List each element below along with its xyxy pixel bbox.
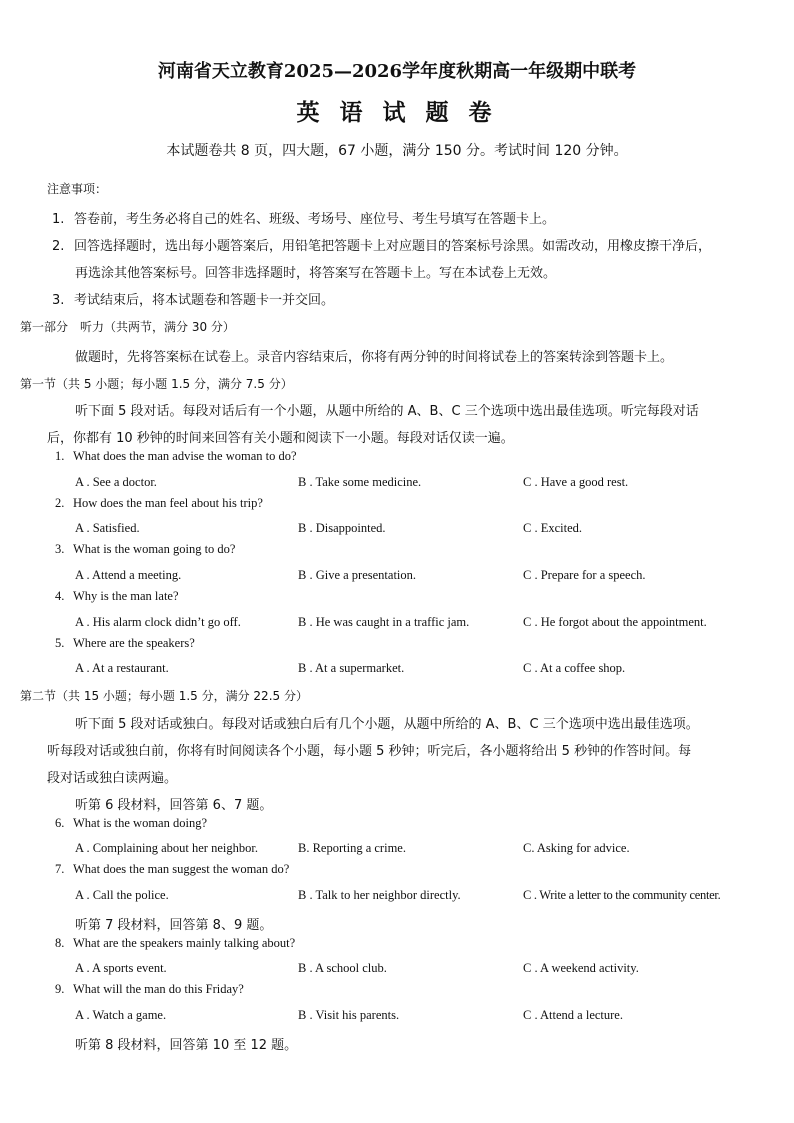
q6-option-c: C. Asking for advice. [523,841,630,855]
question-number: 8. [55,936,65,950]
note-text: 考试结束后，将本试题卷和答题卡一并交回。 [74,293,335,308]
q1-option-a: A . See a doctor. [75,475,157,489]
question-text: How does the man feel about his trip? [73,496,263,510]
question-number: 5. [55,636,65,650]
question-text: What is the woman doing? [73,816,207,830]
question-text: Why is the man late? [73,589,179,603]
material-7-prompt: 听第 7 段材料，回答第 8、9 题。 [75,918,273,933]
q2-option-a: A . Satisfied. [75,521,140,535]
q8-option-a: A . A sports event. [75,961,167,975]
note-item-3 [52,289,334,308]
question-number: 7. [55,862,65,876]
q1-option-b: B . Take some medicine. [298,475,422,489]
section1-heading: 第一节（共 5 小题；每小题 1.5 分，满分 7.5 分） [20,377,293,391]
question-text: Where are the speakers? [73,636,195,650]
question-text: What are the speakers mainly talking about? [73,936,296,950]
question-7 [55,862,289,877]
question-5 [55,636,195,651]
q2-option-c: C . Excited. [523,521,583,535]
question-text: What is the woman going to do? [73,542,236,556]
q3-option-c: C . Prepare for a speech. [523,568,646,582]
q5-option-b: B . At a supermarket. [298,661,405,675]
note-item-1 [52,208,555,227]
q4-option-a: A . His alarm clock didn’t go off. [75,615,241,629]
q3-option-b: B . Give a presentation. [298,568,417,582]
question-number: 1. [55,449,65,463]
notes-heading: 注意事项： [47,182,108,196]
note-number: 1. [52,212,65,227]
material-8-prompt: 听第 8 段材料，回答第 10 至 12 题。 [75,1038,298,1053]
question-number: 2. [55,496,65,510]
question-8 [55,936,295,951]
q4-option-c: C . He forgot about the appointment. [523,615,707,629]
question-number: 3. [55,542,65,556]
q7-option-c: C . Write a letter to the community center. [523,888,721,902]
note-item-2 [52,235,711,254]
q1-option-c: C . Have a good rest. [523,475,629,489]
part1-heading: 第一部分 听力（共两节，满分 30 分） [20,320,235,334]
q9-option-a: A . Watch a game. [75,1008,167,1022]
section2-heading: 第二节（共 15 小题；每小题 1.5 分，满分 22.5 分） [20,689,308,703]
question-4 [55,589,179,604]
q4-option-b: B . He was caught in a traffic jam. [298,615,470,629]
part1-instruction: 做题时，先将答案标在试卷上。录音内容结束后，你将有两分钟的时间将试卷上的答案转涂到答题卡上。 [75,350,674,365]
exam-info: 本试题卷共 8 页，四大题，67 小题，满分 150 分。考试时间 120 分钟。 [166,143,628,159]
section1-instruction-line2: 后，你都有 10 秒钟的时间来回答有关小题和阅读下一小题。每段对话仅读一遍。 [47,431,514,446]
section2-instruction-line1: 听下面 5 段对话或独白。每段对话或独白后有几个小题，从题中所给的 A、B、C 三个选项中选出最佳选项。 [75,717,699,732]
q5-option-a: A . At a restaurant. [75,661,169,675]
material-6-prompt: 听第 6 段材料，回答第 6、7 题。 [75,798,273,813]
note-text: 回答选择题时，选出每小题答案后，用铅笔把答题卡上对应题目的答案标号涂黑。如需改动，用橡皮擦干净后， [74,239,712,254]
q6-option-b: B. Reporting a crime. [298,841,406,855]
question-6 [55,816,207,831]
note-item-2-continued: 再选涂其他答案标号。回答非选择题时，将答案写在答题卡上。写在本试卷上无效。 [75,266,557,281]
note-number: 3. [52,293,65,308]
q5-option-c: C . At a coffee shop. [523,661,626,675]
q6-option-a: A . Complaining about her neighbor. [75,841,258,855]
note-number: 2. [52,239,65,254]
question-number: 4. [55,589,65,603]
section1-instruction-line1: 听下面 5 段对话。每段对话后有一个小题，从题中所给的 A、B、C 三个选项中选出最佳选项。听完每段对话 [75,404,699,419]
q7-option-b: B . Talk to her neighbor directly. [298,888,461,902]
question-1 [55,449,297,464]
section2-instruction-line3: 段对话或独白读两遍。 [47,771,178,786]
question-number: 9. [55,982,65,996]
q7-option-a: A . Call the police. [75,888,169,902]
exam-subtitle: 英 语 试 题 卷 [296,99,498,126]
q8-option-c: C . A weekend activity. [523,961,639,975]
note-text: 答卷前，考生务必将自己的姓名、班级、考场号、座位号、考生号填写在答题卡上。 [74,212,556,227]
q2-option-b: B . Disappointed. [298,521,386,535]
q9-option-c: C . Attend a lecture. [523,1008,623,1022]
question-number: 6. [55,816,65,830]
q8-option-b: B . A school club. [298,961,387,975]
question-9 [55,982,244,997]
exam-title: 河南省天立教育2025—2026学年度秋期高一年级期中联考 [157,61,637,82]
section2-instruction-line2: 听每段对话或独白前，你将有时间阅读各个小题，每小题 5 秒钟；听完后，各小题将给出 5 秒钟的作答时间。每 [47,744,692,759]
question-text: What does the man advise the woman to do? [73,449,297,463]
q9-option-b: B . Visit his parents. [298,1008,400,1022]
question-3 [55,542,235,557]
q3-option-a: A . Attend a meeting. [75,568,182,582]
question-2 [55,496,263,511]
question-text: What will the man do this Friday? [73,982,244,996]
question-text: What does the man suggest the woman do? [73,862,290,876]
